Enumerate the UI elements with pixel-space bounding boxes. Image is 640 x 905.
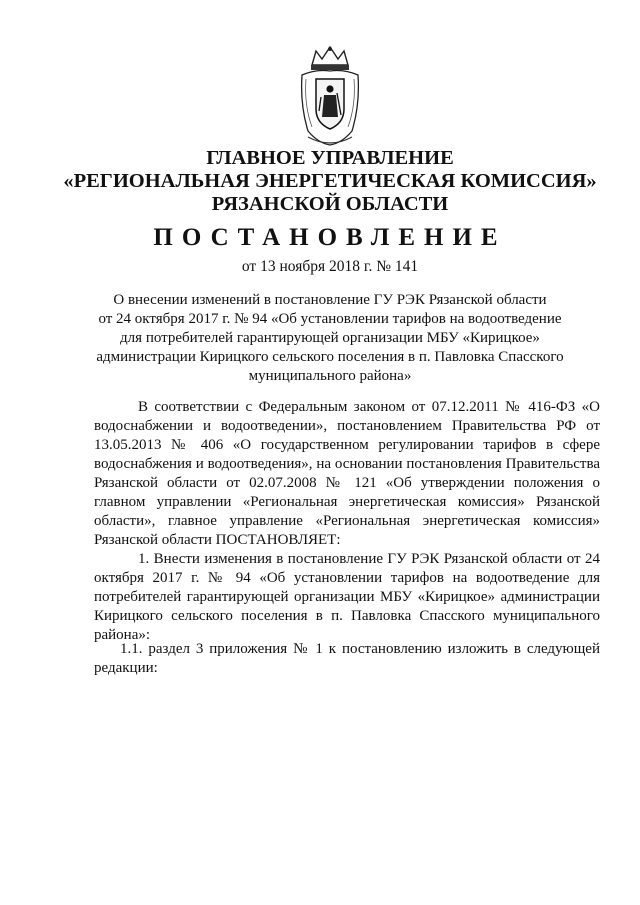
document-subject bbox=[90, 291, 570, 386]
document-date-number: от 13 ноября 2018 г. № 141 bbox=[241, 258, 419, 275]
agency-name-line-1: ГЛАВНОЕ УПРАВЛЕНИЕ bbox=[206, 147, 454, 169]
agency-name-line-3: РЯЗАНСКОЙ ОБЛАСТИ bbox=[211, 193, 449, 215]
subject-line-1: О внесении изменений в постановление ГУ РЭК Рязанской области bbox=[113, 292, 547, 308]
preamble-paragraph: В соответствии с Федеральным законом от 07.12.2011 № 416-ФЗ «О водоснабжении и водоотведении», постановлением Правительства РФ от 13.05.2013 № 406 «О государственном регулировании тарифов в сфере водоснабжения и водоотведения», на основании постановления Правительства Рязанской области от 02.07.2008 № 121 «Об утверждении положения о главном управлении «Региональная энергетическая комиссия» Рязанской области», главное управление «Региональная энергетическая комиссия» Рязанской области ПОСТАНОВЛЯЕТ: bbox=[94, 399, 600, 548]
clause-1-paragraph: 1. Внести изменения в постановление ГУ РЭК Рязанской области от 24 октября 2017 г. № 94 «Об установлении тарифов на водоотведение для потребителей гарантирующей организации МБУ «Кирицкое» администрации Кирицкого сельского поселения в п. Павловка Спасского муниципального района»: bbox=[94, 551, 600, 643]
subject-line-4: администрации Кирицкого сельского поселения в п. Павловка Спасского bbox=[96, 349, 564, 365]
clause-1-1-paragraph: 1.1. раздел 3 приложения № 1 к постановлению изложить в следующей редакции: bbox=[94, 641, 600, 676]
ryazan-coat-of-arms-icon bbox=[298, 45, 362, 149]
agency-name bbox=[60, 147, 600, 216]
subject-line-2: от 24 октября 2017 г. № 94 «Об установлении тарифов на водоотведение bbox=[98, 311, 562, 327]
document-type-title: ПОСТАНОВЛЕНИЕ bbox=[153, 224, 507, 251]
subject-line-3: для потребителей гарантирующей организации МБУ «Кирицкое» bbox=[120, 330, 540, 346]
agency-name-line-2: «РЕГИОНАЛЬНАЯ ЭНЕРГЕТИЧЕСКАЯ КОМИССИЯ» bbox=[63, 170, 597, 192]
subject-line-5: муниципального района» bbox=[248, 368, 412, 384]
